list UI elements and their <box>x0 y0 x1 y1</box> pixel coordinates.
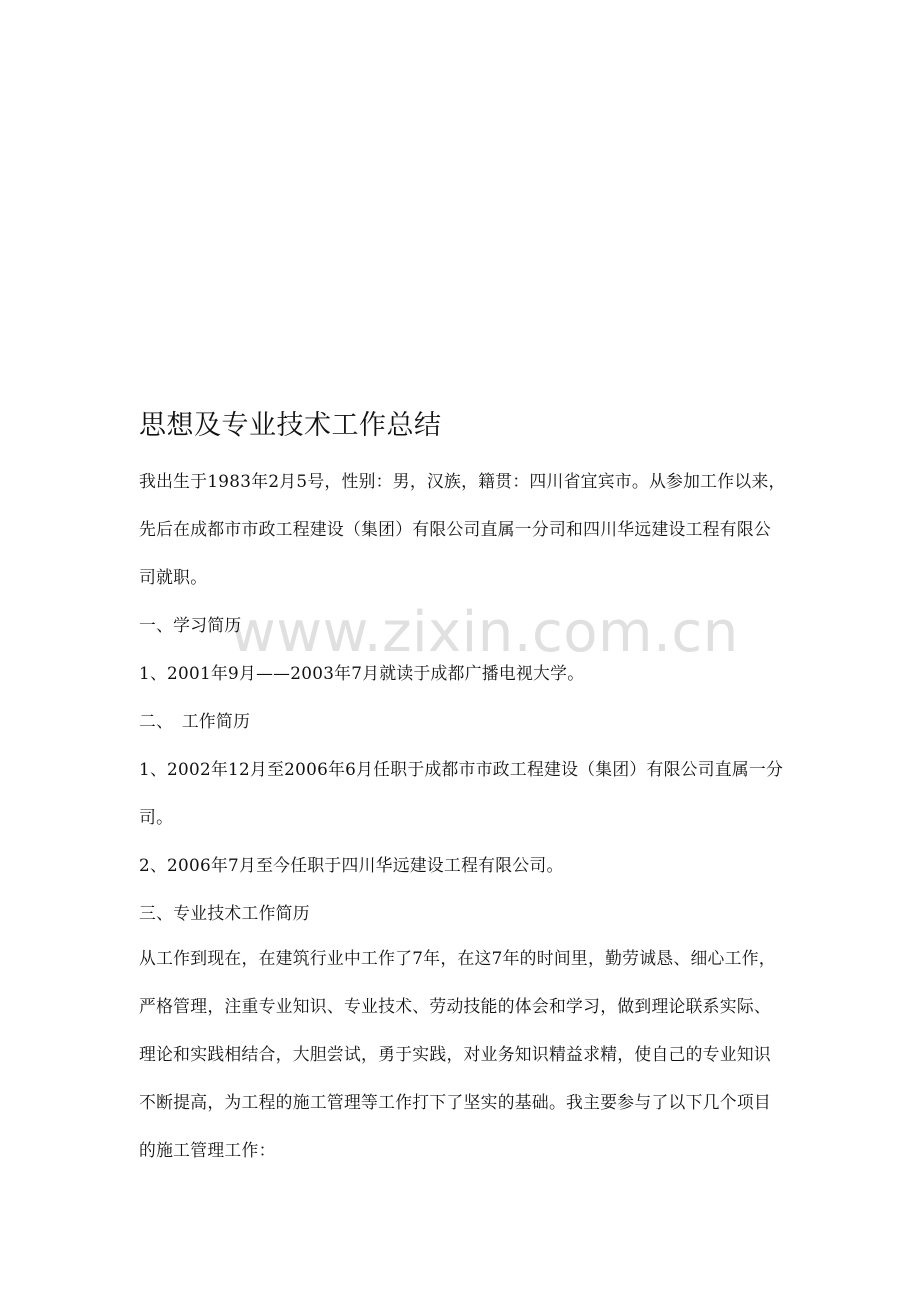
work-item-2: 2、2006年7月至今任职于四川华远建设工程有限公司。 <box>139 855 564 875</box>
study-item-1: 1、2001年9月——2003年7月就读于成都广播电视大学。 <box>139 663 585 683</box>
intro-paragraph: 我出生于1983年2月5号，性别：男，汉族，籍贯：四川省宜宾市。从参加工作以来，先后在成都市市政工程建设（集团）有限公司直属一分司和四川华远建设工程有限公司就职。 <box>139 471 786 587</box>
watermark-text: www.zixin.com.cn <box>230 600 739 665</box>
section-heading-professional: 三、专业技术工作简历 <box>139 903 310 923</box>
section-heading-work: 二、 工作简历 <box>139 711 251 731</box>
document-title: 思想及专业技术工作总结 <box>139 410 442 441</box>
professional-paragraph: 从工作到现在，在建筑行业中工作了7年，在这7年的时间里，勤劳诚恳、细心工作，严格管理，注重专业知识、专业技术、劳动技能的体会和学习，做到理论联系实际、理论和实践相结合，大胆尝试，勇于实践，对业务知识精益求精，使自己的专业知识不断提高，为工程的施工管理等工作打下了坚实的基础。我主要参与了以下几个项目的施工管理工作： <box>139 948 776 1160</box>
work-item-1: 1、2002年12月至2006年6月任职于成都市市政工程建设（集团）有限公司直属一分司。 <box>139 759 784 827</box>
section-heading-study: 一、学习简历 <box>139 615 242 635</box>
document-body <box>139 404 787 1174</box>
